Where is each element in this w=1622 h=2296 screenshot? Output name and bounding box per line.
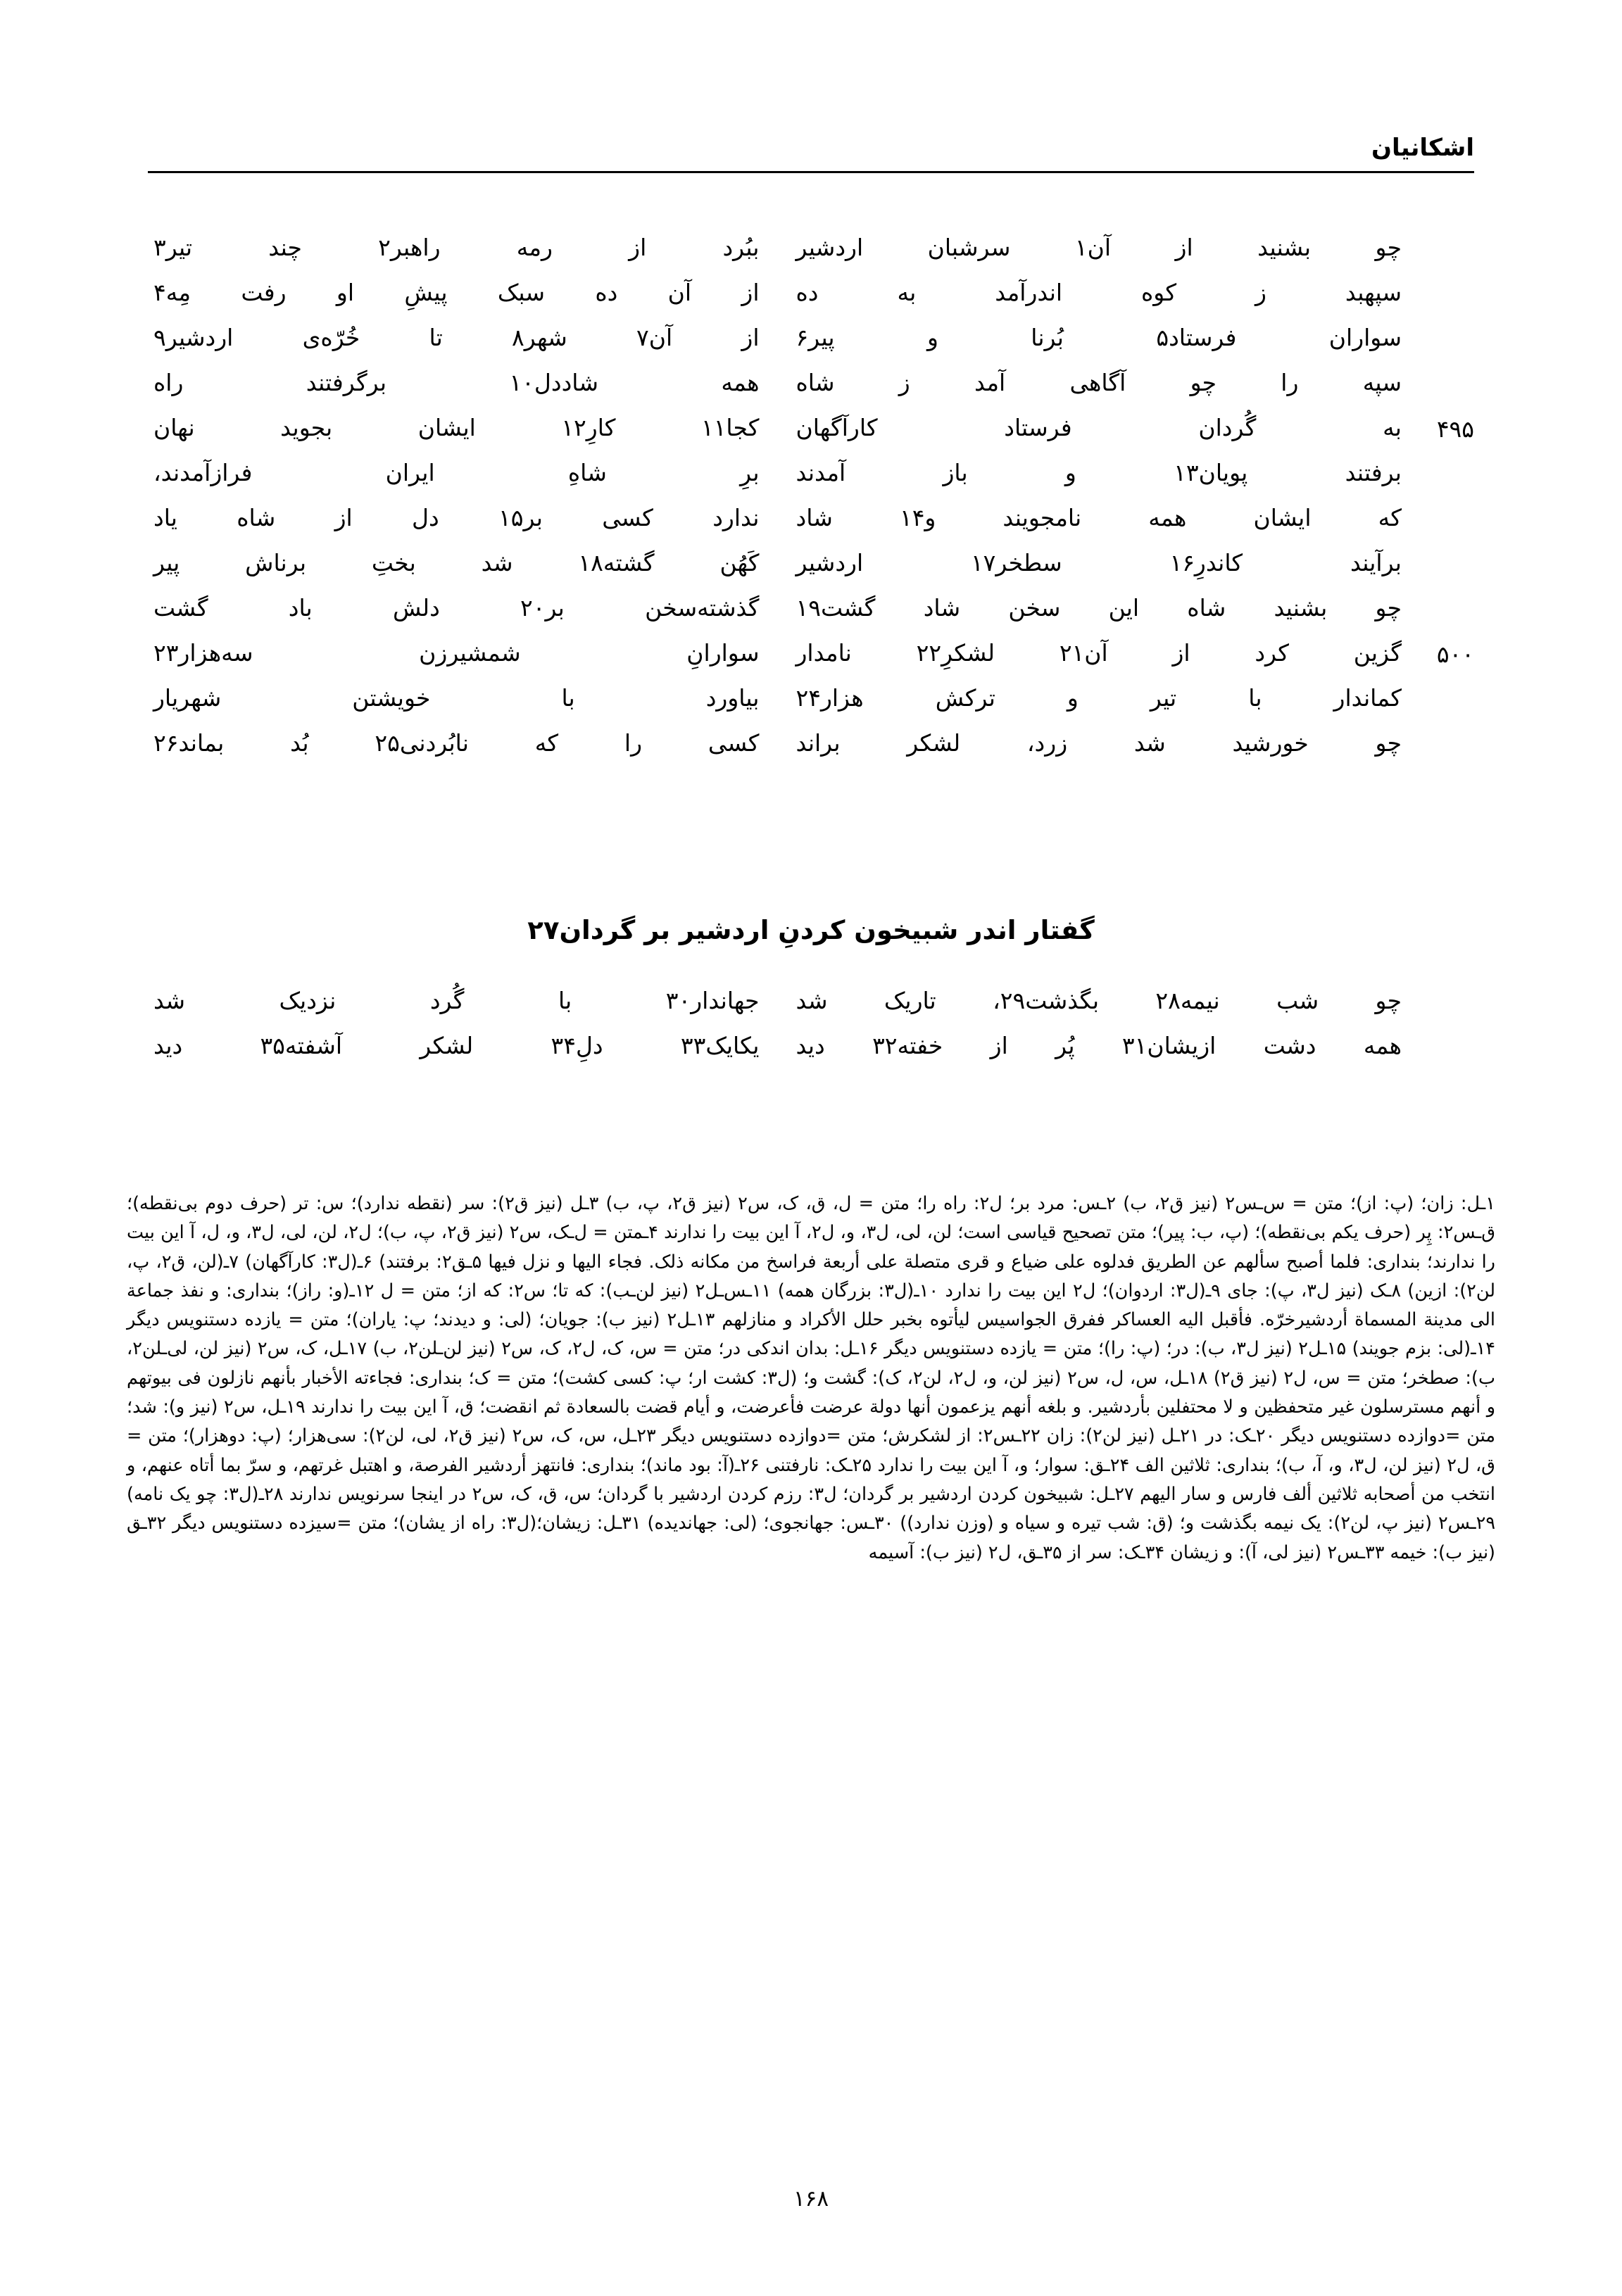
verse-line	[148, 322, 1474, 358]
footnote-apparatus: ۱ـل: زان؛ (پ: از)؛ متن = س‌ـس۲ (نیز ق۲، ب) ۲ـس: مرد بر؛ ل۲: راه را؛ متن = ل، ق، ک، س۲ (نیز ق۲، پ، ب) ۳ـل (نیز ق۲): سر (نقطه ندارد)؛ س: تر (حرف دوم بی‌نقطه)؛ ق‌ـس۲: پِر (حرف یکم بی‌نقطه)؛ (پ، ب: پیر)؛ متن تصحیح قیاسی است؛ لن، لی، ل۳، و، ل۲، آ این بیت را ندارند ۴ـمتن = ل‌ـک، س۲ (نیز ق۲، پ، ب)؛ ل۲، لن، لی، ل۳، و، ل، آ این بیت را ندارند؛ بنداری: فلما أصبح سألهم عن الطریق فدلوه علی ضیاع و قری متصلة علی أربعة فراسخ من مکانه ذلک. فجاء الیها و نزل فیها ۵ـق۲: برفتند) ۶ـ(ل۳: کارآگهان) ۷ـ(لن، ق۲، پ، لن۲): ازین) ۸ـک (نیز ل۳، پ): جای ۹ـ(ل۳: اردوان)؛ ل۲ این بیت را ندارد ۱۰ـ(ل۳: بزرگان همه) ۱۱ـس‌ـل۲ (نیز لن‌ـب): که تا؛ س۲: که از؛ متن = ل ۱۲ـ(و: راز)؛ بنداری: و نفذ جماعة الی مدینة المسماة أردشیرخرّه. فأقبل الیه العساکر ففرق الجواسیس لیأتوه بخبر حلل الأکراد و منازلهم ۱۳ـل۲ (نیز ب): جویان؛ (لی: و دیدند؛ پ: یاران)؛ متن = یازده دستنویس دیگر ۱۴ـ(لی: بزم جویند) ۱۵ـل۲ (نیز ل۳، ب): در؛ (پ: را)؛ متن = یازده دستنویس دیگر ۱۶ـل: بدان اندکی در؛ متن = س، ک، ل۲، ک، س۲ (نیز لن‌ـلن۲، ب) ۱۷ـل، ک، س۲ (نیز لن، لی‌ـلن۲، ب): صطخر؛ متن = س، ل۲ (نیز ق۲) ۱۸ـل، س، ل، س۲ (نیز لن، و، ل۲، لن۲، ک): گشت و؛ (ل۳: کشت ار؛ پ: کسی کشت)؛ متن = ک؛ بنداری: فجاءته الأخبار بأنهم نازلون فی بیوتهم و أنهم مسترسلون غیر متحفظین و لا محتفلین بأردشیر. و بلغه أنهم یزعمون أنها دولة عرضت فأعرضت، و أیام قضت بالسعادة ثم انقضت؛ ق، آ این بیت را ندارند ۱۹ـل، س۲ (نیز و): شد؛ متن =دوازده دستنویس دیگر ۲۰ـک: در ۲۱ـل (نیز لن۲): زان ۲۲ـس۲: از لشکرش؛ متن =دوازده دستنویس دیگر ۲۳ـل، س، ک، س۲ (نیز ق۲، لی، لن۲): سی‌هزار؛ (پ: دوهزار)؛ متن = ق، ل۲ (نیز لن، ل۳، و، آ، ب)؛ بنداری: ثلاثین الف ۲۴ـق: سوار؛ و، آ این بیت را ندارد ۲۵ـک: نارفتنی ۲۶ـ(آ: بود ماند)؛ بنداری: فانتهز أردشیر الفرصة، و اهتبل غرتهم، و سرّ بما أتاه عنهم، و انتخب من أصحابه ثلاثین ألف فارس و سار الیهم ۲۷ـل: شبیخون کردن اردشیر بر گردان؛ ل۳: رزم کردن اردشیر با گردان؛ س، ق، ک، س۲ در اینجا سرنویس ندارند ۲۸ـ(ل۳: چو یک نامه) ۲۹ـس۲ (نیز پ، لن۲): یک نیمه بگذشت و؛ (ق: شب تیره و سیاه و (وزن ندارد)) ۳۰ـس: جهانجوی؛ (لی: جهاندیده) ۳۱ـل: زیشان؛(ل۳: راه از یشان)؛ متن =سیزده دستنویس دیگر ۳۲ـق (نیز ب): خیمه ۳۳ـس۲ (نیز لی، آ): و زیشان ۳۴ـک: سر از ۳۵ـق، ل۲ (نیز ب): آسیمه	[127, 1193, 1496, 1563]
running-title: اشکانیان	[1371, 134, 1474, 162]
verse-number	[1407, 985, 1474, 988]
verse-line	[148, 1030, 1474, 1066]
verse-number	[1407, 683, 1474, 686]
section-heading: گفتار اندر شبیخون کردنِ اردشیر بر گردان۲۷	[527, 915, 1095, 945]
verse-number	[1407, 232, 1474, 235]
hemistich-first: کماندار با تیر و ترکش هزار۲۴	[796, 684, 1402, 712]
hemistich-second: گذشته‌سخن بر۲۰ دلش باد گشت	[153, 594, 760, 622]
hemistich-second: کجا۱۱ کارِ۱۲ ایشان بجوید نهان	[153, 414, 760, 441]
hemistich-second: جهاندار۳۰ با گُرد نزدیک شد	[153, 987, 760, 1014]
verse-line	[148, 638, 1474, 673]
verse-number: ۴۹۵	[1436, 415, 1474, 443]
verse-number: ۵۰۰	[1436, 641, 1474, 668]
hemistich-first: سپهبد ز کوه اندرآمد به ده	[796, 279, 1402, 306]
verse-number	[1407, 728, 1474, 731]
verse-line	[148, 985, 1474, 1021]
verse-line	[148, 277, 1474, 313]
hemistich-first: همه دشت ازیشان۳۱ پُر از خفته۳۲ دید	[796, 1032, 1402, 1059]
verse-line	[148, 548, 1474, 583]
hemistich-second: ندارد کسی بر۱۵ دل از شاه یاد	[153, 504, 760, 531]
hemistich-second: بیاورد با خویشتن شهریار	[153, 684, 760, 712]
verse-number	[1407, 1030, 1474, 1033]
hemistich-first: که ایشان همه نامجویند و۱۴ شاد	[796, 504, 1402, 531]
hemistich-second: از آن ده سبک پیشِ او رفت مِه۴	[153, 279, 760, 306]
hemistich-second: برِ شاهِ ایران فرازآمدند،	[153, 459, 760, 486]
verse-number	[1407, 322, 1474, 325]
hemistich-first: سواران فرستاد۵ بُرنا و پیر۶	[796, 324, 1402, 351]
hemistich-first: چو شب نیمه۲۸ بگذشت۲۹، تاریک شد	[796, 987, 1402, 1014]
hemistich-second: سوارانِ شمشیرزن سه‌هزار۲۳	[153, 639, 760, 667]
hemistich-second: کَهُن گشته۱۸ شد بختِ برناش پیر	[153, 549, 760, 576]
verse-number	[1407, 503, 1474, 505]
page-header	[148, 134, 1474, 173]
hemistich-first: به گُردان فرستاد کارآگهان	[796, 414, 1402, 441]
hemistich-first: چو خورشید شد زرد، لشکر براند	[796, 729, 1402, 757]
verse-number	[1407, 277, 1474, 280]
verse-number	[1407, 367, 1474, 370]
verse-line	[148, 412, 1474, 448]
hemistich-first: برآیند کاندرِ۱۶ سطخر۱۷ اردشیر	[796, 549, 1402, 576]
hemistich-first: چو بشنید شاه این سخن شاد گشت۱۹	[796, 594, 1402, 622]
hemistich-first: چو بشنید از آن۱ سرشبان اردشیر	[796, 234, 1402, 261]
verse-line	[148, 593, 1474, 628]
hemistich-second: از آن۷ شهر۸ تا خُرّه‌ی اردشیر۹	[153, 324, 760, 351]
verse-line	[148, 458, 1474, 493]
verse-block-secondary	[148, 985, 1474, 1076]
verse-line	[148, 683, 1474, 718]
header-divider	[148, 171, 1474, 173]
verse-number	[1407, 593, 1474, 595]
hemistich-second: کسی را که نابُردنی۲۵ بُد بماند۲۶	[153, 729, 760, 757]
verse-line	[148, 367, 1474, 403]
verse-number	[1407, 548, 1474, 550]
hemistich-first: گزین کرد از آن۲۱ لشکرِ۲۲ نامدار	[796, 639, 1402, 667]
verse-number	[1407, 458, 1474, 460]
hemistich-second: همه شاددل۱۰ برگرفتند راه	[153, 369, 760, 396]
verse-block-primary	[148, 232, 1474, 773]
page-number: ۱۶۸	[793, 2186, 829, 2212]
verse-line	[148, 232, 1474, 267]
hemistich-first: سپه را چو آگاهی آمد ز شاه	[796, 369, 1402, 396]
hemistich-second: یکایک۳۳ دلِ۳۴ لشکر آشفته۳۵ دید	[153, 1032, 760, 1059]
verse-line	[148, 503, 1474, 538]
hemistich-second: ببُرد از رمه راهبر۲ چند تیر۳	[153, 234, 760, 261]
hemistich-first: برفتند پویان۱۳ و باز آمدند	[796, 459, 1402, 486]
verse-line	[148, 728, 1474, 763]
